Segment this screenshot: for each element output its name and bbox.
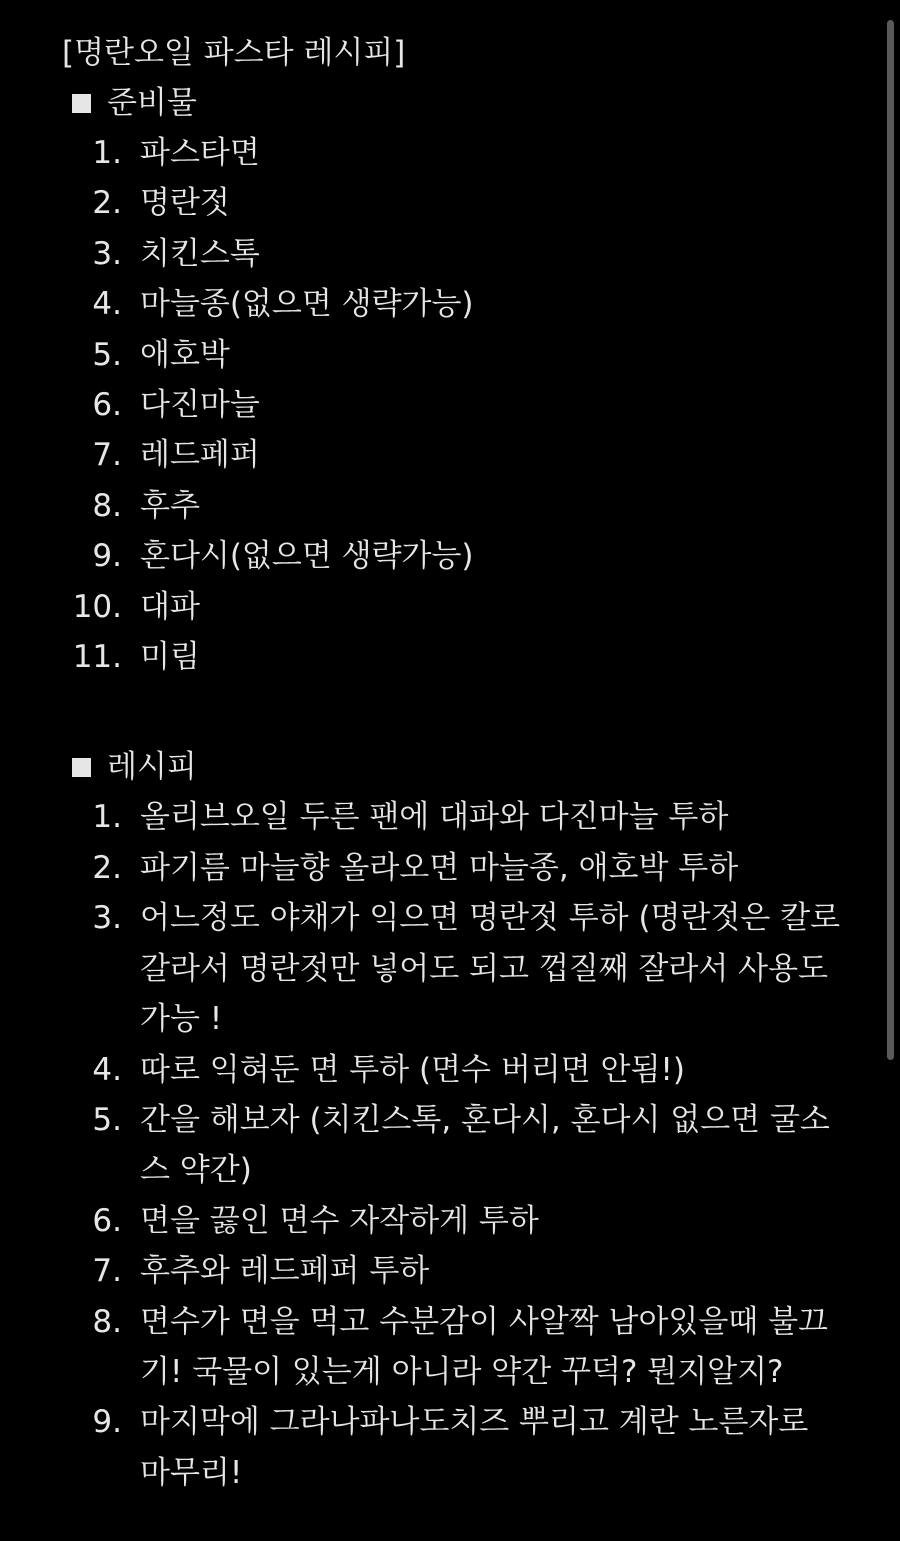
vertical-scrollbar[interactable] [887, 20, 894, 1060]
list-item [62, 430, 862, 480]
step-number: 3. [92, 900, 122, 937]
item-text: 미림 [140, 639, 200, 676]
step-number: 1. [92, 799, 122, 836]
item-number: 3. [92, 235, 122, 272]
item-text: 다진마늘 [140, 387, 260, 424]
item-text: 파스타면 [140, 135, 260, 171]
step-number: 6. [92, 1202, 122, 1239]
step-number: 9. [92, 1404, 122, 1441]
step-text: 파기름 마늘향 올라오면 마늘종, 애호박 투하 [140, 849, 739, 886]
list-item [62, 893, 862, 1044]
recipe-heading-label: 레시피 [107, 749, 197, 786]
step-text: 마지막에 그라나파나도치즈 뿌리고 계란 노른자로 마무리! [140, 1404, 809, 1491]
item-number: 2. [92, 185, 122, 222]
step-text: 후추와 레드페퍼 투하 [140, 1253, 430, 1290]
item-text: 치킨스톡 [140, 235, 260, 272]
item-number: 8. [92, 487, 122, 524]
item-text: 명란젓 [140, 185, 230, 222]
square-bullet-icon [72, 94, 91, 113]
step-number: 4. [92, 1051, 122, 1088]
item-number: 4. [92, 286, 122, 323]
list-item [62, 1095, 862, 1196]
recipe-heading [62, 742, 862, 792]
item-text: 애호박 [140, 336, 230, 373]
list-item [62, 531, 862, 581]
step-text: 따로 익혀둔 면 투하 (면수 버리면 안됨!) [140, 1051, 685, 1088]
note-content [62, 28, 862, 1498]
item-number: 5. [92, 336, 122, 373]
recipe-section [62, 742, 862, 1498]
step-number: 7. [92, 1253, 122, 1290]
ingredients-list [62, 128, 862, 682]
list-item [62, 632, 862, 682]
list-item [62, 229, 862, 279]
list-item [62, 1297, 862, 1398]
note-title: [명란오일 파스타 레시피] [62, 35, 406, 71]
item-text: 대파 [140, 588, 200, 625]
list-item [62, 279, 862, 329]
item-number: 11. [72, 639, 122, 676]
list-item [62, 1196, 862, 1246]
list-item [62, 128, 862, 178]
item-number: 6. [92, 387, 122, 424]
square-bullet-icon [72, 758, 91, 777]
list-item [62, 1246, 862, 1296]
list-item [62, 481, 862, 531]
item-text: 마늘종(없으면 생략가능) [140, 286, 474, 323]
step-number: 8. [92, 1303, 122, 1340]
list-item [62, 582, 862, 632]
item-number: 9. [92, 538, 122, 575]
recipe-steps-list [62, 792, 862, 1498]
item-text: 후추 [140, 487, 200, 524]
item-text: 혼다시(없으면 생략가능) [140, 538, 474, 575]
list-item [62, 1045, 862, 1095]
list-item [62, 792, 862, 842]
ingredients-heading-label: 준비물 [107, 85, 197, 121]
blank-line [62, 682, 862, 742]
step-text: 면을 끓인 면수 자작하게 투하 [140, 1202, 539, 1239]
step-text: 올리브오일 두른 팬에 대파와 다진마늘 투하 [140, 799, 729, 836]
list-item [62, 178, 862, 228]
item-number: 1. [92, 135, 122, 171]
item-number: 7. [92, 437, 122, 474]
step-text: 간을 해보자 (치킨스톡, 혼다시, 혼다시 없으면 굴소스 약간) [140, 1101, 830, 1189]
ingredients-heading [62, 78, 862, 128]
ingredients-section [62, 78, 862, 682]
list-item [62, 330, 862, 380]
step-number: 5. [92, 1101, 122, 1138]
item-text: 레드페퍼 [140, 437, 260, 474]
list-item [62, 1397, 862, 1498]
step-number: 2. [92, 849, 122, 886]
item-number: 10. [72, 588, 122, 625]
list-item [62, 843, 862, 893]
step-text: 면수가 면을 먹고 수분감이 사알짝 남아있을때 불끄기! 국물이 있는게 아니라 약간 꾸덕? 뭔지알지? [140, 1303, 828, 1390]
step-text: 어느정도 야채가 익으면 명란젓 투하 (명란젓은 칼로 갈라서 명란젓만 넣어도 되고 껍질째 잘라서 사용도 가능 ! [140, 900, 841, 1038]
list-item [62, 380, 862, 430]
